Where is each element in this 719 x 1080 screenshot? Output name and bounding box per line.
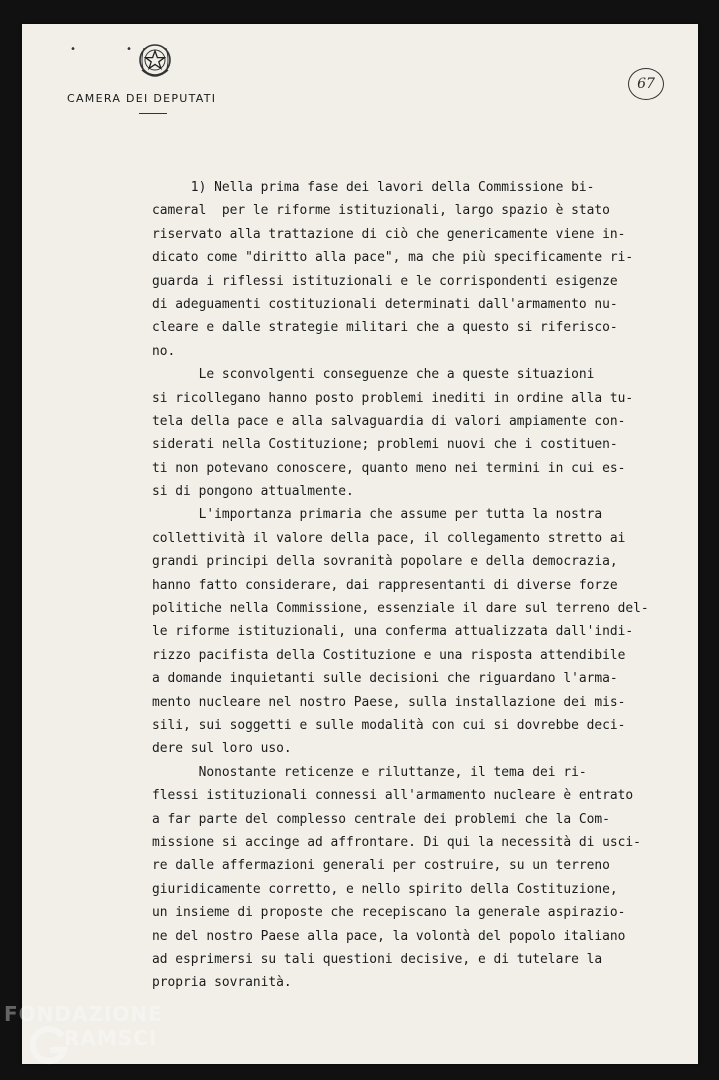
text-line: cleare e dalle strategie militari che a questo si riferisco- xyxy=(152,320,618,336)
text-line: Le sconvolgenti conseguenze che a queste situazioni xyxy=(152,367,595,383)
text-line: propria sovranità. xyxy=(152,975,292,991)
text-line: ne del nostro Paese alla pace, la volontà del popolo italiano xyxy=(152,928,626,944)
text-line: collettività il valore della pace, il collegamento stretto ai xyxy=(152,530,626,546)
text-line: di adeguamenti costituzionali determinati dall'armamento nu- xyxy=(152,296,618,312)
text-line: un insieme di proposte che recepiscano la generale aspirazio- xyxy=(152,905,626,921)
text-line: grandi principi della sovranità popolare e della democrazia, xyxy=(152,554,618,570)
header-marks: • • xyxy=(70,44,155,55)
text-line: hanno fatto considerare, dai rappresentanti di diverse forze xyxy=(152,577,618,593)
institution-header: CAMERA DEI DEPUTATI xyxy=(67,92,217,105)
text-line: dicato come "diritto alla pace", ma che più specificamente ri- xyxy=(152,250,634,266)
fondazione-gramsci-watermark xyxy=(4,1002,194,1074)
text-line: tela della pace e alla salvaguardia di valori ampiamente con- xyxy=(152,413,626,429)
text-line: giuridicamente corretto, e nello spirito della Costituzione, xyxy=(152,881,618,897)
text-line: siderati nella Costituzione; problemi nuovi che i costituen- xyxy=(152,437,618,453)
text-line: le riforme istituzionali, una conferma attualizzata dall'indi- xyxy=(152,624,634,640)
text-line: ad esprimersi su tali questioni decisive, e di tutelare la xyxy=(152,951,603,967)
text-line: mento nucleare nel nostro Paese, sulla installazione dei mis- xyxy=(152,694,626,710)
text-line: Nonostante reticenze e riluttanze, il tema dei ri- xyxy=(152,764,587,780)
text-line: no. xyxy=(152,343,176,359)
text-line: flessi istituzionali connessi all'armamento nucleare è entrato xyxy=(152,788,634,804)
text-line: ti non potevano conoscere, quanto meno nei termini in cui es- xyxy=(152,460,626,476)
text-line: sili, sui soggetti e sulle modalità con cui si dovrebbe deci- xyxy=(152,717,626,733)
document-page xyxy=(22,24,698,1064)
watermark-line-2: RAMSCI xyxy=(64,1026,158,1050)
republic-emblem-icon xyxy=(136,40,174,84)
text-line: missione si accinge ad affrontare. Di qui la necessità di usci- xyxy=(152,834,641,850)
watermark-line-1: FONDAZIONE xyxy=(4,1002,163,1026)
text-line: riservato alla trattazione di ciò che genericamente viene in- xyxy=(152,226,626,242)
text-line: guarda i riflessi istituzionali e le corrispondenti esigenze xyxy=(152,273,618,289)
text-line: dere sul loro uso. xyxy=(152,741,292,757)
text-line: 1) Nella prima fase dei lavori della Commissione bi- xyxy=(152,180,595,195)
text-line: re dalle affermazioni generali per costruire, su un terreno xyxy=(152,858,610,874)
document-body xyxy=(152,176,672,995)
text-line: cameral per le riforme istituzionali, largo spazio è stato xyxy=(152,203,610,219)
text-line: si ricollegano hanno posto problemi inediti in ordine alla tu- xyxy=(152,390,634,406)
text-line: a far parte del complesso centrale dei problemi che la Com- xyxy=(152,811,610,827)
text-line: a domande inquietanti sulle decisioni che riguardano l'arma- xyxy=(152,671,618,687)
text-line: politiche nella Commissione, essenziale il dare sul terreno del- xyxy=(152,601,649,617)
page-number-stamp: 67 xyxy=(628,68,664,100)
text-line: rizzo pacifista della Costituzione e una risposta attendibile xyxy=(152,647,626,663)
header-underline xyxy=(139,113,167,114)
text-line: si di pongono attualmente. xyxy=(152,484,354,500)
text-line: L'importanza primaria che assume per tutta la nostra xyxy=(152,507,603,523)
